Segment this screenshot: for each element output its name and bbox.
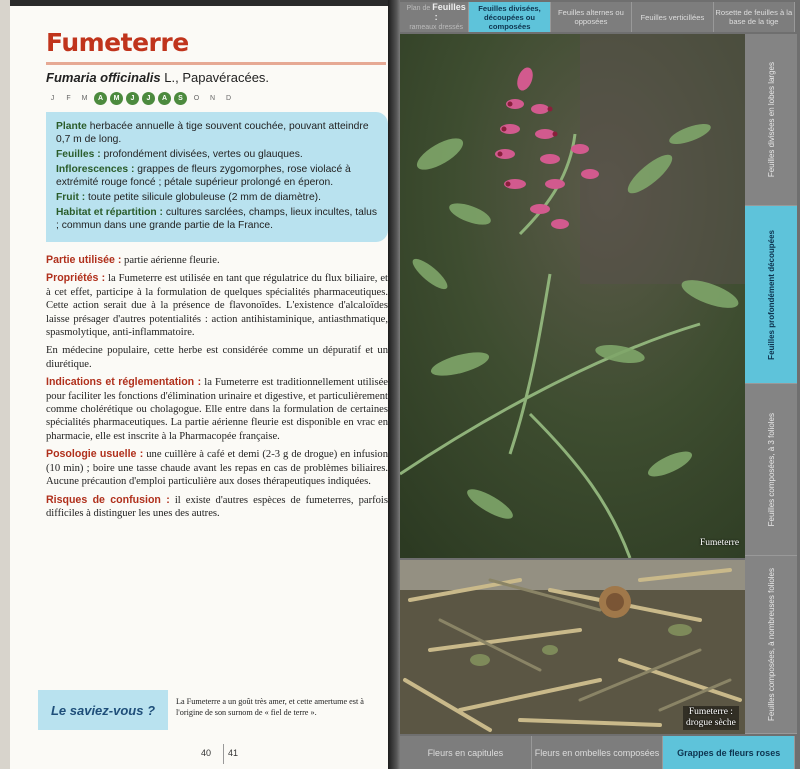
month-10: N [209,95,216,102]
left-page [10,6,392,769]
tab-plan-sub: rameaux dressés [409,23,464,31]
month-8: S [174,92,187,105]
fumitory-plant-illustration [400,34,745,558]
info-habitat-text: cultures sarclées, champs, lieux incultes, talus ; commun dans une grande partie de la France. [56,207,378,231]
partie-text: partie aérienne fleurie. [121,255,220,266]
tab-grappes-roses[interactable]: Grappes de fleurs roses [663,736,795,769]
main-text [46,254,388,525]
latin-author: L., Papavéracées. [160,70,270,85]
poso-text: une cuillère à café et demi (2-3 g de drogue) en infusion (10 min) ; boire une tasse chaude avant les repas en cas de problèmes biliaires. Aucune précaution d'emploi particulière aux doses thérapeutiques indiquées. [46,449,388,488]
month-2: M [81,95,88,102]
partie-label: Partie utilisée : [46,254,122,266]
tab-rosette[interactable]: Rosette de feuilles à la base de la tige [714,2,795,32]
tab-fleurs-capitules[interactable]: Fleurs en capitules [400,736,532,769]
tab-plan-feuilles-content [404,3,468,32]
description-box [46,112,388,242]
tab-fleurs-ombelles[interactable]: Fleurs en ombelles composées [532,736,664,769]
info-plante [56,120,378,146]
page-title: Fumeterre [46,28,189,57]
page-number-divider [223,744,224,764]
caption-dried-herb [683,706,739,730]
info-plante-text: herbacée annuelle à tige souvent couchée, pouvant atteindre 0,7 m de long. [56,121,369,145]
month-4: M [110,92,123,105]
side-tab-label: Feuilles composées, à nombreuses folioles [766,568,776,721]
latin-binomial: Fumaria officinalis [46,70,161,85]
info-inflorescences [56,163,378,189]
did-you-know-box: Le saviez-vous ? [38,690,168,730]
section-risques [46,494,388,521]
page-number-right: 41 [228,748,239,758]
month-6: J [142,92,155,105]
month-9: O [193,95,200,102]
section-indications [46,376,388,443]
info-plante-label: Plante [56,121,87,132]
section-posologie [46,448,388,488]
side-tab-profondement-decoupees[interactable] [745,206,797,384]
indic-label: Indications et réglementation : [46,376,202,389]
plant-photo [400,34,745,558]
info-fruit-label: Fruit : [56,192,86,203]
tab-feuilles-divisees[interactable]: Feuilles divisées, découpées ou composées [469,2,550,32]
caption-drug-line2: drogue sèche [686,718,736,728]
tab-feuilles-alternes[interactable]: Feuilles alternes ou opposées [551,2,632,32]
did-you-know-text: La Fumeterre a un goût très amer, et cette amertume est à l'origine de son surnom de « fiel de terre ». [176,697,364,717]
side-tab-label: Feuilles profondément découpées [766,229,776,360]
prop-text: la Fumeterre est utilisée en tant que régulatrice du flux biliaire, et à cet effet, participe à la formulation de quelques spécialités pharmaceutiques. Cette action serait due à la présence de flavonoïdes. L'existence d'alcaloïdes laisse présager d'autres potentialités : action antihistaminique, antiasthmatique, spasmolytique, anti-inflammatoire. [46,273,389,339]
title-rule [46,62,386,65]
poso-label: Posologie usuelle : [46,448,144,461]
page-edge [0,0,10,769]
month-3: A [94,92,107,105]
month-1: F [66,95,71,102]
risk-text: il existe d'autres espèces de fumeterres, parfois difficiles à distinguer les unes des autres. [46,494,389,519]
info-fruit-text: toute petite silicule globuleuse (2 mm de diamètre). [85,192,321,203]
month-5: J [126,92,139,105]
page-number-left: 40 [201,748,212,758]
side-tab-label: Feuilles divisées en lobes larges [766,61,776,178]
info-inflo-text: grappes de fleurs zygomorphes, rose violacé à extrémité rouge foncé ; pétale supérieur prolongé en éperon. [56,164,351,188]
caption-drug-line1: Fumeterre : [688,707,733,717]
section-partie [46,254,388,267]
side-tab-lobes-larges[interactable] [745,34,797,206]
book-gutter [388,0,400,769]
section-proprietes-2: En médecine populaire, cette herbe est considérée comme un dépuratif et un diurétique. [46,345,388,370]
flowering-months [46,92,235,105]
info-feuilles-text: profondément divisées, vertes ou glauques. [100,149,303,160]
latin-name [46,70,269,85]
side-tab-bar [745,34,797,734]
caption-main-photo: Fumeterre [700,538,740,548]
info-fruit [56,191,378,204]
side-tab-label: Feuilles composées, à 3 folioles [766,412,776,527]
info-habitat [56,206,378,232]
month-7: A [158,92,171,105]
info-inflo-label: Inflorescences : [56,164,135,175]
tab-feuilles-verticillees[interactable]: Feuilles verticillées [632,2,713,32]
month-11: D [225,95,232,102]
info-feuilles [56,148,378,161]
tab-plan-feuilles[interactable] [400,2,469,32]
info-habitat-label: Habitat et répartition : [56,207,163,218]
tab-plan-bold: Feuilles : [432,1,466,22]
month-0: J [50,95,55,102]
tab-plan-prefix: Plan de [406,4,431,12]
risk-label: Risques de confusion : [46,493,170,506]
prop-label: Propriétés : [46,272,106,285]
info-feuilles-label: Feuilles : [56,149,101,160]
side-tab-nombreuses-folioles[interactable] [745,556,797,734]
section-proprietes [46,272,388,339]
indic-text: la Fumeterre est traditionnellement utilisée pour faciliter les fonctions d'élimination urinaire et digestive, et particulièrement comme cholérétique ou cholagogue. Elle entre dans la formulation de certaines spécialités pharmaceutiques. La partie aérienne fleurie est disponible en vrac en pharmacie, elle est inscrite à la Pharmacopée française. [46,377,388,442]
top-tab-bar [400,2,795,32]
side-tab-3-folioles[interactable] [745,384,797,556]
bottom-tab-bar [400,736,795,769]
